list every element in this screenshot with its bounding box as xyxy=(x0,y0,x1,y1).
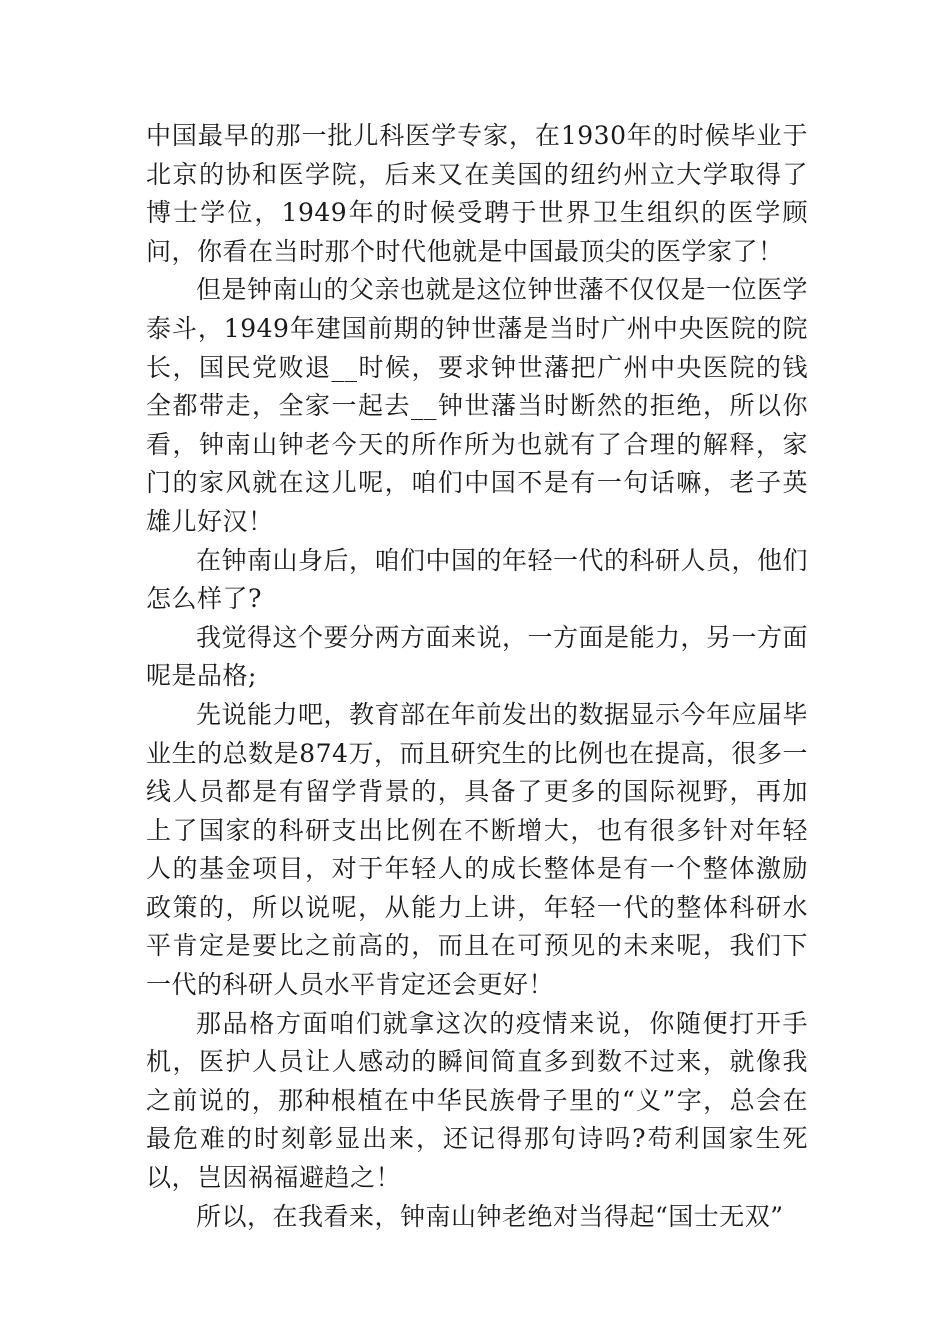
paragraph-4: 我觉得这个要分两方面来说，一方面是能力，另一方面呢是品格; xyxy=(146,622,809,691)
document-body xyxy=(146,117,808,1236)
paragraph-6: 那品格方面咱们就拿这次的疫情来说，你随便打开手机，医护人员让人感动的瞬间简直多到数不过来，就像我之前说的，那种根植在中华民族骨子里的“义”字，总会在最危难的时刻彰显出来，还记得那句诗吗?苟利国家生死以，岂因祸福避趋之！ xyxy=(146,1008,808,1193)
paragraph-5: 先说能力吧，教育部在年前发出的数据显示今年应届毕业生的总数是874万，而且研究生的比例也在提高，很多一线人员都是有留学背景的，具备了更多的国际视野，再加上了国家的科研支出比例在不断增大，也有很多针对年轻人的基金项目，对于年轻人的成长整体是有一个整体激励政策的，所以说呢，从能力上讲，年轻一代的整体科研水平肯定是要比之前高的，而且在可预见的未来呢，我们下一代的科研人员水平肯定还会更好！ xyxy=(146,699,809,1000)
paragraph-1: 中国最早的那一批儿科医学专家，在1930年的时候毕业于北京的协和医学院，后来又在美国的纽约州立大学取得了博士学位，1949年的时候受聘于世界卫生组织的医学顾问，你看在当时那个时代他就是中国最顶尖的医学家了！ xyxy=(146,121,808,266)
paragraph-7: 所以，在我看来，钟南山钟老绝对当得起“国士无双” xyxy=(196,1201,784,1231)
paragraph-3: 在钟南山身后，咱们中国的年轻一代的科研人员，他们怎么样了? xyxy=(146,545,809,614)
paragraph-2: 但是钟南山的父亲也就是这位钟世藩不仅仅是一位医学泰斗，1949年建国前期的钟世藩是当时广州中央医院的院长，国民党败退__时候，要求钟世藩把广州中央医院的钱全都带走，全家一起去__钟世藩当时断然的拒绝，所以你看，钟南山钟老今天的所作所为也就有了合理的解释，家门的家风就在这儿呢，咱们中国不是有一句话嘛，老子英雄儿好汉！ xyxy=(146,275,809,536)
